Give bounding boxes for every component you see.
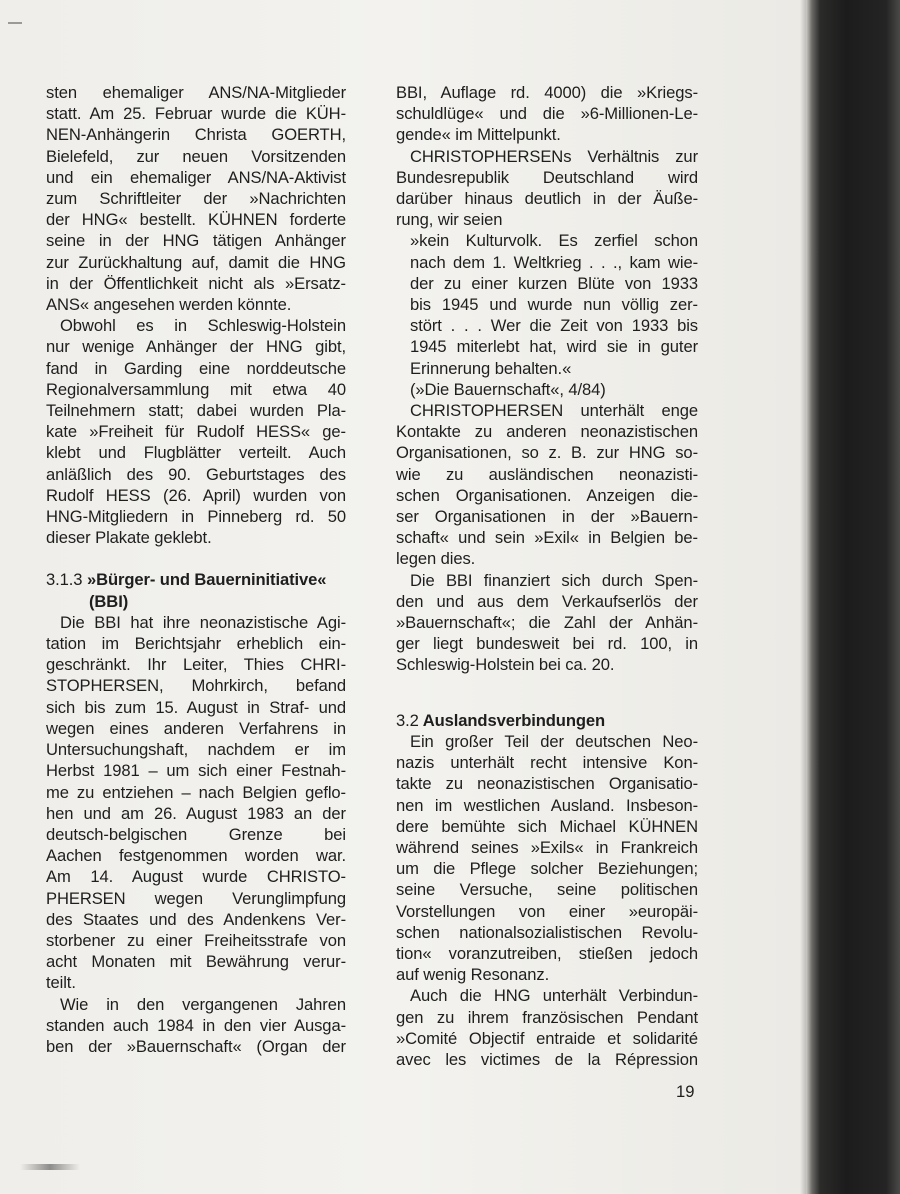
text-line: hen und am 26. August 1983 an der [46, 803, 346, 823]
paragraph-hng-leadership [46, 82, 346, 315]
text-line: um die Pflege solcher Beziehungen; [396, 859, 698, 879]
text-line: BBI, Auflage rd. 4000) die »Kriegs- [396, 83, 698, 102]
text-line: tation im Berichtsjahr erheblich ein- [46, 634, 346, 654]
paragraph-contacts [396, 400, 698, 570]
text-line: stört . . . Wer die Zeit von 1933 bis [410, 316, 698, 336]
text-line: Bundesrepublik Deutschland wird [396, 167, 698, 187]
text-line: seine Versuche, seine politischen [396, 880, 698, 900]
paragraph-schleswig-holstein [46, 315, 346, 548]
paragraph-christophersen-view [396, 146, 698, 231]
scan-mark [8, 22, 22, 24]
text-line: ANS« angesehen werden könnte. [46, 295, 292, 315]
text-line: Kontakte zu anderen neonazistischen [396, 422, 698, 442]
heading-number: 3.1.3 [46, 570, 83, 590]
paragraph-bbi-circulation [396, 82, 698, 146]
text-line: während seines »Exils« in Frankreich [396, 837, 698, 857]
text-line: tion« voranzutreiben, stießen jedoch [396, 943, 698, 963]
text-line: zur Zurückhaltung auf, damit die HNG [46, 252, 346, 272]
left-column [46, 82, 346, 1057]
text-line: gen zu ihrem französischen Pendant [396, 1007, 698, 1027]
text-line: PHERSEN wegen Verunglimpfung [46, 888, 346, 908]
text-line: Herbst 1981 – um sich einer Festnah- [46, 761, 346, 781]
text-line: »kein Kulturvolk. Es zerfiel schon [410, 231, 698, 251]
text-line: geschränkt. Ihr Leiter, Thies CHRI- [46, 655, 346, 675]
text-line: dere bemühte sich Michael KÜHNEN [396, 816, 698, 836]
text-line: sich bis zum 15. August in Straf- und [46, 697, 346, 717]
text-line: rung, wir seien [396, 210, 503, 230]
text-line: klebt und Flugblätter verteilt. Auch [46, 443, 346, 463]
text-line: anläßlich des 90. Geburtstages des [46, 464, 346, 484]
text-line: statt. Am 25. Februar wurde die KÜH- [46, 104, 346, 124]
text-line: ben der »Bauernschaft« (Organ der [46, 1036, 346, 1056]
text-line: teilt. [46, 973, 76, 993]
text-line: avec les victimes de la Répression [396, 1049, 698, 1069]
text-line: Wie in den vergangenen Jahren [60, 994, 346, 1014]
text-line: ger liegt bundesweit bei rd. 100, in [396, 634, 698, 654]
text-line: Auch die HNG unterhält Verbindun- [410, 986, 698, 1006]
text-line: Ein großer Teil der deutschen Neo- [410, 731, 698, 751]
paragraph-hng-france [396, 985, 698, 1070]
text-line: nazis unterhält recht intensive Kon- [396, 753, 698, 773]
heading-title: »Bürger- und Bauerninitiative« [86, 570, 327, 590]
text-line: Rudolf HESS (26. April) wurden von [46, 485, 346, 505]
text-line: der zu einer kurzen Blüte von 1933 [410, 273, 698, 293]
text-line: dieser Plakate geklebt. [46, 528, 212, 548]
text-line: HNG-Mitgliedern in Pinneberg rd. 50 [46, 507, 346, 527]
text-line: storbener zu einer Freiheitsstrafe von [46, 930, 346, 950]
text-line: schen nationalsozialistischen Revolu- [396, 922, 698, 942]
text-line: takte zu neonazistischen Organisatio- [396, 774, 698, 794]
text-line: gende« im Mittelpunkt. [396, 125, 561, 145]
text-line: und ein ehemaliger ANS/NA-Aktivist [46, 167, 346, 187]
text-line: nen im westlichen Ausland. Insbeson- [396, 795, 698, 815]
paragraph-foreign-contacts [396, 731, 698, 985]
text-line: kate »Freiheit für Rudolf HESS« ge- [46, 422, 346, 442]
text-line: Die BBI finanziert sich durch Spen- [410, 570, 698, 590]
section-heading-bbi [46, 569, 346, 611]
text-line: CHRISTOPHERSENs Verhältnis zur [410, 146, 698, 166]
text-line: »Comité Objectif entraide et solidarité [396, 1028, 698, 1048]
text-line: acht Monaten mit Bewährung verur- [46, 952, 346, 972]
text-line: schuldlüge« und die »6-Millionen-Le- [396, 104, 698, 124]
text-line: Untersuchungshaft, nachdem er im [46, 740, 346, 760]
right-column [396, 82, 698, 1070]
text-line: Bielefeld, zur neuen Vorsitzenden [46, 146, 346, 166]
text-line: Obwohl es in Schleswig-Holstein [60, 316, 346, 336]
book-spine [806, 0, 900, 1194]
text-line: seine in der HNG tätigen Anhänger [46, 231, 346, 251]
text-line: schen Organisationen. Anzeigen die- [396, 485, 698, 505]
text-line: wie zu ausländischen neonazisti- [396, 464, 698, 484]
section-heading-ausland [396, 710, 698, 731]
text-line: in der Öffentlichkeit nicht als »Ersatz- [46, 273, 346, 293]
text-line: wegen eines anderen Verfahrens in [46, 718, 346, 738]
text-line: schaft« und sein »Exil« in Belgien be- [396, 528, 698, 548]
text-line: legen dies. [396, 549, 476, 569]
quote-source: (»Die Bauernschaft«, 4/84) [410, 379, 606, 399]
text-line: standen auch 1984 in den vier Ausga- [46, 1015, 346, 1035]
paragraph-bauernschaft [46, 994, 346, 1058]
text-line: Regionalversammlung mit etwa 40 [46, 379, 346, 399]
text-line: zum Schriftleiter der »Nachrichten [46, 189, 346, 209]
text-line: 1945 miterlebt hat, wird sie in guter [410, 337, 698, 357]
heading-title-cont: (BBI) [89, 591, 129, 611]
text-line: Schleswig-Holstein bei ca. 20. [396, 655, 615, 675]
text-line: den und aus dem Verkaufserlös der [396, 591, 698, 611]
text-line: Organisationen, so z. B. zur HNG so- [396, 443, 698, 463]
text-line: auf wenig Resonanz. [396, 965, 550, 985]
text-line: darüber hinaus deutlich in der Äuße- [396, 189, 698, 209]
paragraph-bbi-agitation [46, 612, 346, 994]
text-line: des Staates und des Andenkens Ver- [46, 909, 346, 929]
text-line: nur wenige Anhänger der HNG gibt, [46, 337, 346, 357]
text-line: deutsch-belgischen Grenze bei [46, 824, 346, 844]
text-line: Teilnehmern statt; dabei wurden Pla- [46, 401, 346, 421]
text-line: Aachen festgenommen worden war. [46, 846, 346, 866]
text-line: fand in Garding eine norddeutsche [46, 358, 346, 378]
paragraph-financing [396, 570, 698, 676]
heading-title: Auslandsverbindungen [422, 710, 606, 730]
block-quote [396, 230, 698, 400]
text-line: sten ehemaliger ANS/NA-Mitglieder [46, 83, 346, 102]
scan-shadow [20, 1164, 80, 1170]
text-line: CHRISTOPHERSEN unterhält enge [410, 401, 698, 421]
text-line: nach dem 1. Weltkrieg . . ., kam wie- [410, 252, 698, 272]
text-line: Am 14. August wurde CHRISTO- [46, 867, 346, 887]
text-line: me zu entziehen – nach Belgien geflo- [46, 782, 346, 802]
text-line: Vorstellungen von einer »europäi- [396, 901, 698, 921]
text-line: Erinnerung behalten.« [410, 358, 572, 378]
text-line: Die BBI hat ihre neonazistische Agi- [60, 612, 346, 632]
text-line: bis 1945 und wurde nun völlig zer- [410, 295, 698, 315]
text-line: »Bauernschaft«; die Zahl der Anhän- [396, 613, 698, 633]
text-line: ser Organisationen in der »Bauern- [396, 507, 698, 527]
text-line: der HNG« bestellt. KÜHNEN forderte [46, 210, 346, 230]
heading-number: 3.2 [396, 710, 419, 730]
text-line: NEN-Anhängerin Christa GOERTH, [46, 125, 346, 145]
page-number: 19 [676, 1082, 695, 1101]
text-line: STOPHERSEN, Mohrkirch, befand [46, 676, 346, 696]
